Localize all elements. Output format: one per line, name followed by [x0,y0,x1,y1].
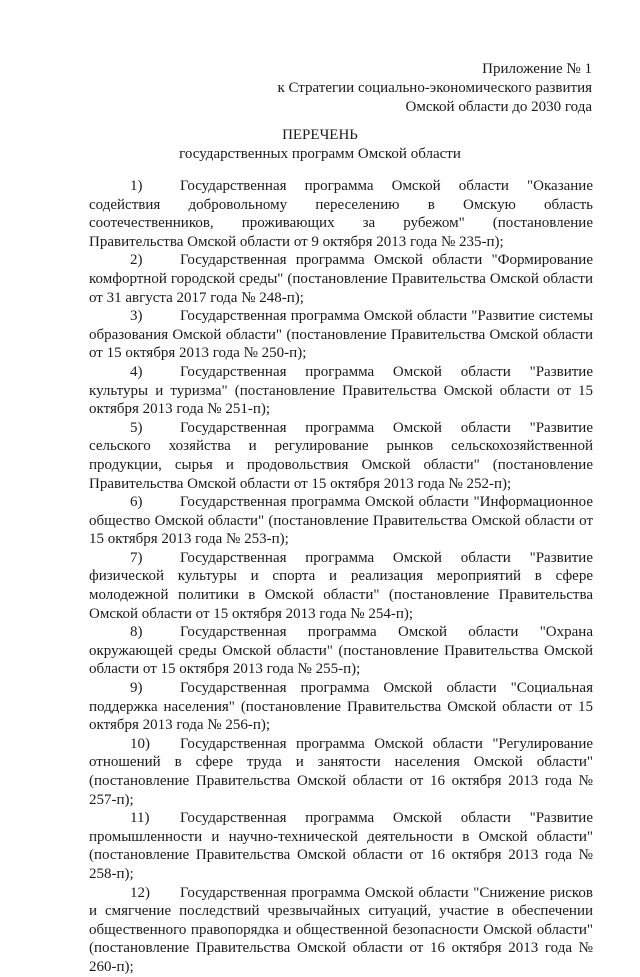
appendix-number: Приложение № 1 [482,61,592,77]
list-item-text: Государственная программа Омской области "Развитие системы образования Омской области" (постановление Правительства Омской области от 15 октября 2013 года № 250-п); [89,308,593,362]
list-item [89,735,593,809]
list-item [89,363,593,419]
list-item [89,809,593,883]
list-item-number: 9) [130,680,143,697]
list-item-text: Государственная программа Омской области "Регулирование отношений в сфере труда и занятости населения Омской области" (постановление Правительства Омской области от 16 октября 2013 года № 257-п); [89,735,593,808]
list-item-text: Государственная программа Омской области "Развитие сельского хозяйства и регулирование рынков сельскохозяйственной продукции, сырья и продовольствия Омской области" (постановление Правительства Омской области от 15 октября 2013 года № 252-п); [89,419,593,492]
list-item-text: Государственная программа Омской области "Снижение рисков и смягчение последствий чрезвычайных ситуаций, участие в обеспечении общественного правопорядка и общественной безопасности Омской области" (постановление Правительства Омской области от 16 октября 2013 года № 260-п); [89,884,593,975]
list-item-number: 6) [130,494,143,511]
list-item [89,307,593,363]
list-item-text: Государственная программа Омской области "Оказание содействия добровольному переселению в Омскую область соотечественников, проживающих за рубежом" (постановление Правительства Омской области от 9 октября 2013 года № 235-п); [89,178,593,250]
list-item-number: 3) [130,308,143,325]
appendix-reference: к Стратегии социально-экономического развития [277,80,592,96]
program-list [89,177,593,977]
list-item-text: Государственная программа Омской области "Информационное общество Омской области" (постановление Правительства Омской области от 15 октября 2013 года № 253-п); [89,494,593,548]
list-item-text: Государственная программа Омской области "Охрана окружающей среды Омской области" (постановление Правительства Омской области от 15 октября 2013 года № 255-п); [89,624,593,678]
list-item-number: 2) [130,252,143,269]
list-item [89,623,593,679]
list-item [89,419,593,493]
document-title: ПЕРЕЧЕНЬ [282,127,358,143]
list-item-number: 4) [130,363,143,380]
list-item-text: Государственная программа Омской области "Социальная поддержка населения" (постановление Правительства Омской области от 15 октября 2013 года № 256-п); [89,680,593,734]
list-item-number: 7) [130,549,143,566]
list-item [89,549,593,623]
appendix-header [277,60,592,117]
list-item-number: 11) [130,810,150,827]
list-item-text: Государственная программа Омской области "Формирование комфортной городской среды" (постановление Правительства Омской области от 31 августа 2017 года № 248-п); [89,252,593,306]
list-item-text: Государственная программа Омской области "Развитие физической культуры и спорта и реализация мероприятий в сфере молодежной политики в Омской области" (постановление Правительства Омской области от 15 октября 2013 года № 254-п); [89,549,593,622]
appendix-reference-cont: Омской области до 2030 года [405,99,592,115]
list-item-number: 8) [130,624,143,641]
document-heading [0,126,640,164]
list-item [89,679,593,735]
list-item [89,884,593,977]
list-item-number: 1) [130,178,143,194]
document-subtitle: государственных программ Омской области [179,146,461,162]
list-item [89,177,593,251]
list-item-number: 12) [130,884,150,901]
list-item-text: Государственная программа Омской области "Развитие промышленности и научно-технической деятельности в Омской области" (постановление Правительства Омской области от 16 октября 2013 года № 258-п); [89,810,593,882]
list-item [89,493,593,549]
list-item-text: Государственная программа Омской области "Развитие культуры и туризма" (постановление Правительства Омской области от 15 октября 2013 года № 251-п); [89,363,593,418]
list-item-number: 5) [130,419,143,436]
list-item [89,251,593,307]
list-item-number: 10) [130,735,150,752]
